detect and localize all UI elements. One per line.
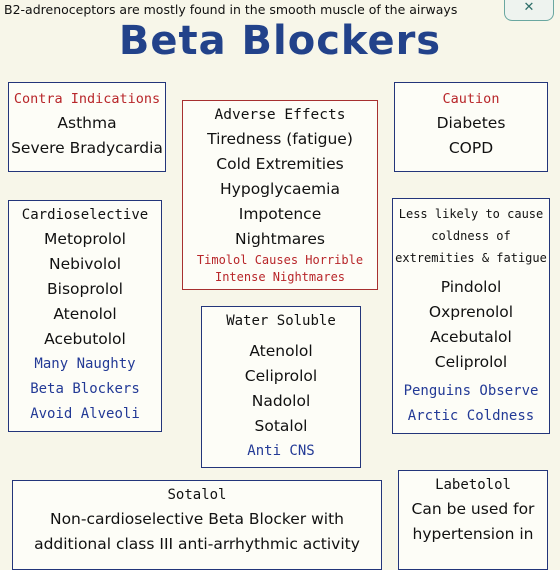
cardioselective-title: Cardioselective xyxy=(21,207,149,223)
caution-title: Caution xyxy=(442,91,500,107)
less-likely-title-line: extremities & fatigue xyxy=(395,251,547,265)
less-likely-item: Celiprolol xyxy=(434,353,508,371)
sotalol-box xyxy=(12,480,382,570)
less-likely-mnemonic-line: Penguins Observe xyxy=(403,383,539,399)
contra-indications-box xyxy=(8,82,166,172)
less-likely-box xyxy=(392,198,550,434)
caution-box xyxy=(394,82,548,172)
cardioselective-item: Acebutolol xyxy=(44,330,126,348)
adverse-mnemonic-line: Intense Nightmares xyxy=(214,270,346,284)
caution-item: Diabetes xyxy=(436,114,506,132)
less-likely-item: Acebutalol xyxy=(430,328,512,346)
cardioselective-item: Bisoprolol xyxy=(47,280,123,298)
labetolol-title: Labetolol xyxy=(435,477,511,493)
adverse-item: Impotence xyxy=(238,205,322,223)
labetolol-box xyxy=(398,470,548,570)
top-note: B2-adrenoceptors are mostly found in the smooth muscle of the airways xyxy=(4,2,458,17)
water-soluble-item: Nadolol xyxy=(251,392,311,410)
adverse-effects-box xyxy=(182,100,378,290)
less-likely-item: Pindolol xyxy=(440,278,502,296)
sotalol-line: additional class III anti-arrhythmic activity xyxy=(34,535,360,553)
sotalol-line: Non-cardioselective Beta Blocker with xyxy=(49,510,344,528)
cardioselective-item: Atenolol xyxy=(53,305,117,323)
page-title: Beta Blockers xyxy=(118,18,442,64)
water-soluble-item: Sotalol xyxy=(254,417,308,435)
cardioselective-item: Nebivolol xyxy=(48,255,122,273)
cardioselective-box xyxy=(8,200,162,432)
cardioselective-item: Metoprolol xyxy=(44,230,126,248)
logo-icon: ✕ xyxy=(504,0,554,21)
contra-item: Asthma xyxy=(57,114,117,132)
water-soluble-item: Atenolol xyxy=(249,342,313,360)
adverse-mnemonic-line: Timolol Causes Horrible xyxy=(196,253,364,267)
less-likely-mnemonic-line: Arctic Coldness xyxy=(407,408,535,424)
cardioselective-mnemonic-line: Beta Blockers xyxy=(30,381,140,397)
less-likely-item: Oxprenolol xyxy=(428,303,514,321)
water-soluble-title: Water Soluble xyxy=(226,313,336,329)
labetolol-line: Can be used for xyxy=(411,500,535,518)
cardioselective-mnemonic-line: Many Naughty xyxy=(34,356,136,372)
caution-item: COPD xyxy=(448,139,494,157)
labetolol-line: hypertension in xyxy=(412,525,534,543)
cardioselective-mnemonic-line: Avoid Alveoli xyxy=(30,406,140,422)
adverse-item: Cold Extremities xyxy=(216,155,344,173)
adverse-item: Nightmares xyxy=(235,230,325,248)
adverse-item: Tiredness (fatigue) xyxy=(207,130,353,148)
sotalol-title: Sotalol xyxy=(167,487,227,503)
contra-item: Severe Bradycardia xyxy=(11,139,163,157)
water-soluble-mnemonic: Anti CNS xyxy=(247,443,315,459)
less-likely-title-line: Less likely to cause xyxy=(398,207,544,221)
water-soluble-item: Celiprolol xyxy=(244,367,318,385)
adverse-item: Hypoglycaemia xyxy=(220,180,340,198)
contra-indications-title: Contra Indications xyxy=(13,91,161,107)
water-soluble-box xyxy=(201,306,361,468)
less-likely-title-line: coldness of xyxy=(431,229,511,243)
adverse-effects-title: Adverse Effects xyxy=(214,107,346,123)
